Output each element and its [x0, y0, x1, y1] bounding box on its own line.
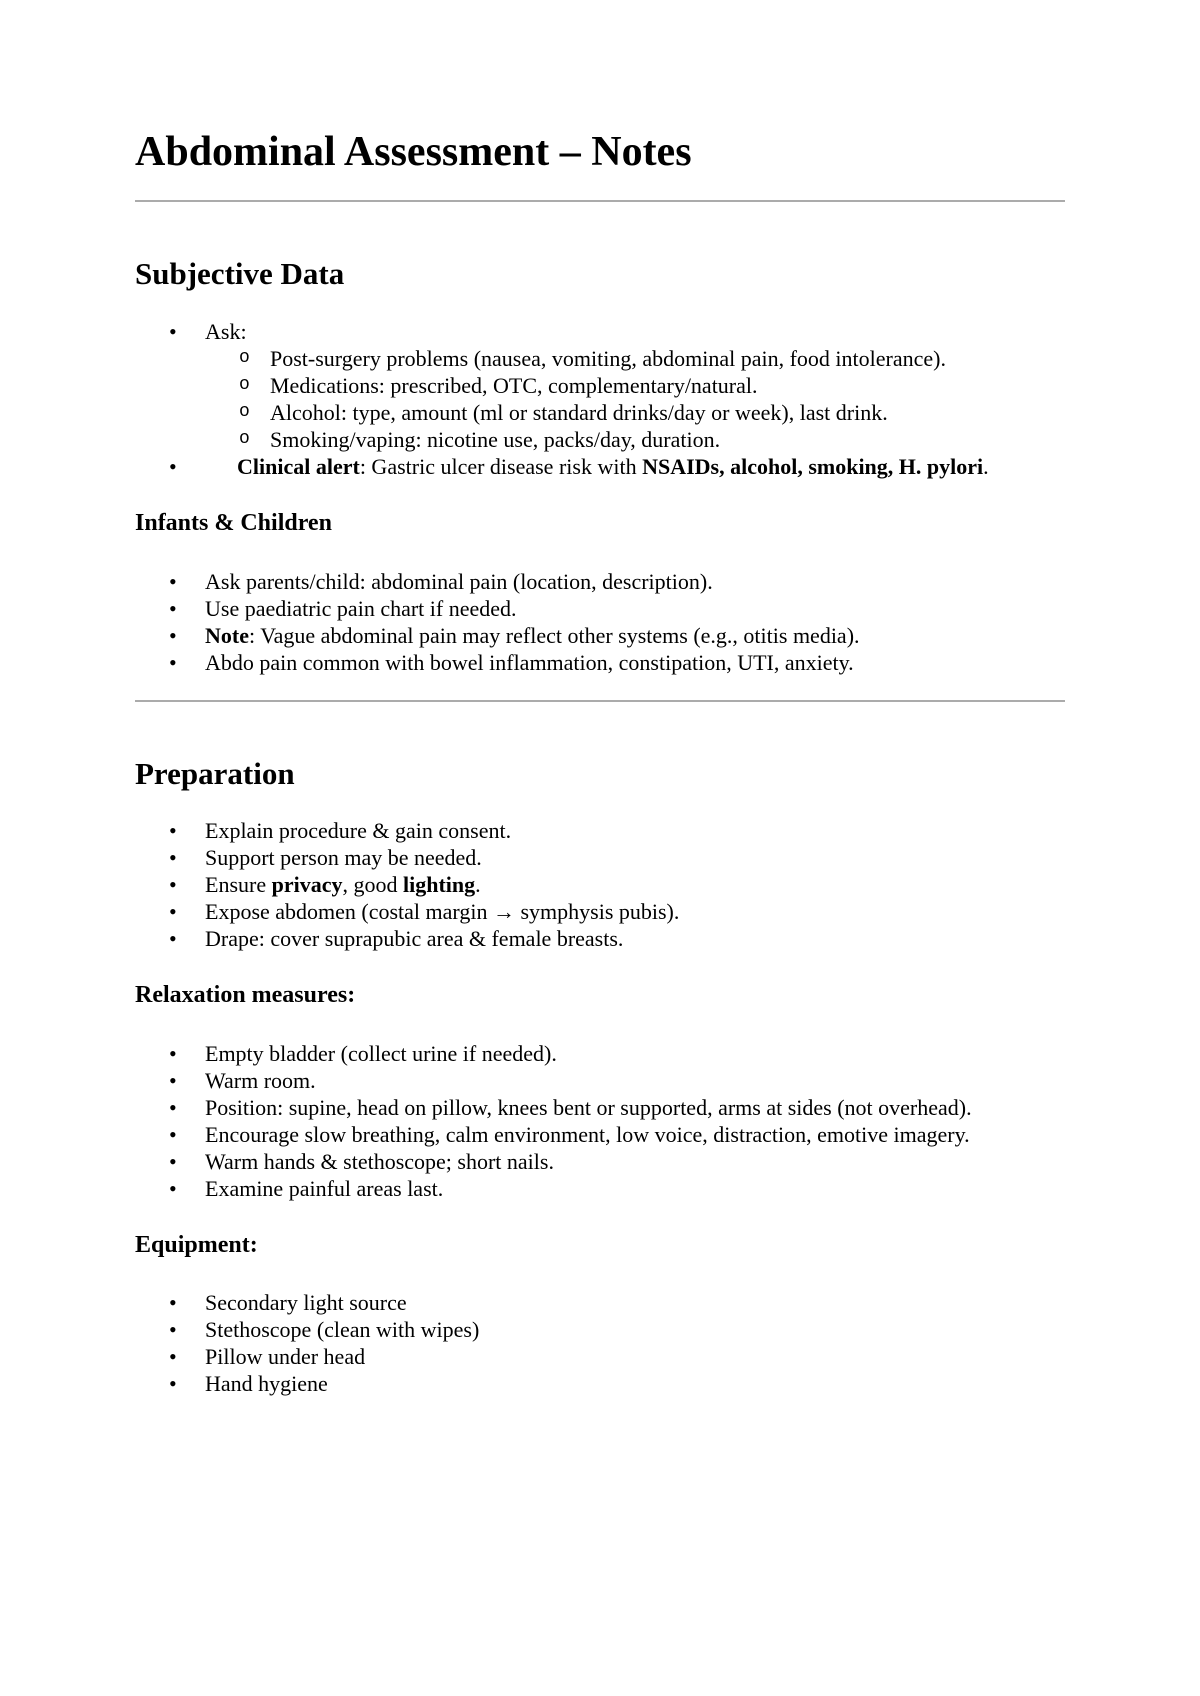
bullet-list: [135, 1040, 1065, 1202]
list-item: [135, 568, 1065, 595]
text-run: Position: supine, head on pillow, knees bent or supported, arms at sides (not overhead).: [205, 1094, 972, 1120]
bullet-marker: •: [169, 1040, 177, 1066]
text-run: Post-surgery problems (nausea, vomiting, abdominal pain, food intolerance).: [270, 345, 946, 371]
list-item: [135, 1040, 1065, 1067]
subsection-heading: Equipment:: [135, 1231, 258, 1258]
text-run: Hand hygiene: [205, 1371, 328, 1397]
text-run: Abdo pain common with bowel inflammation, constipation, UTI, anxiety.: [205, 649, 854, 675]
section-heading: Subjective Data: [135, 256, 345, 292]
text-run: Empty bladder (collect urine if needed).: [205, 1040, 557, 1066]
bullet-marker: •: [169, 568, 177, 594]
list-item: [135, 1175, 1065, 1202]
bullet-marker: •: [169, 1290, 177, 1316]
bullet-marker: •: [169, 1148, 177, 1174]
bullet-marker: •: [169, 622, 177, 648]
text-run: Smoking/vaping: nicotine use, packs/day, duration.: [270, 426, 721, 452]
bullet-marker: •: [169, 1067, 177, 1093]
text-run: .: [983, 453, 989, 479]
sub-bullet-marker: o: [239, 428, 250, 449]
bullet-list: [135, 817, 1065, 952]
section-heading: Preparation: [135, 755, 295, 791]
bold-text: NSAIDs, alcohol, smoking, H. pylori: [642, 453, 984, 479]
bold-text: lighting: [402, 872, 476, 898]
bullet-marker: •: [169, 845, 177, 871]
text-run: Medications: prescribed, OTC, complementary/natural.: [270, 372, 758, 398]
list-item: [135, 1289, 1065, 1316]
text-run: Warm hands & stethoscope; short nails.: [205, 1148, 554, 1174]
text-run: Explain procedure & gain consent.: [205, 818, 512, 844]
bullet-list: [135, 318, 1065, 480]
bullet-marker: •: [169, 1371, 177, 1397]
list-item: [135, 817, 1065, 844]
list-item: [135, 871, 1065, 898]
list-item: [135, 318, 1065, 345]
bullet-marker: •: [169, 649, 177, 675]
list-item: [135, 345, 1065, 372]
bullet-marker: •: [169, 453, 177, 479]
list-item: [135, 1370, 1065, 1397]
sub-bullet-marker: o: [239, 374, 250, 395]
bullet-marker: •: [169, 872, 177, 898]
subsection-heading: Infants & Children: [135, 509, 332, 536]
list-item: [135, 426, 1065, 453]
list-item: [135, 1094, 1065, 1121]
bullet-marker: •: [169, 818, 177, 844]
bullet-marker: •: [169, 926, 177, 952]
text-run: Stethoscope (clean with wipes): [205, 1317, 480, 1343]
sub-bullet-marker: o: [239, 347, 250, 368]
text-run: Pillow under head: [205, 1344, 366, 1370]
bold-text: privacy: [271, 872, 343, 898]
text-run: Ensure: [205, 872, 272, 898]
text-run: Support person may be needed.: [205, 845, 482, 871]
bullet-marker: •: [169, 899, 177, 925]
bold-text: Note: [205, 622, 249, 648]
text-run: Alcohol: type, amount (ml or standard drinks/day or week), last drink.: [270, 399, 888, 425]
document-title: Abdominal Assessment – Notes: [135, 129, 692, 175]
list-item: [135, 1121, 1065, 1148]
list-item: [135, 649, 1065, 676]
bullet-marker: •: [169, 1121, 177, 1147]
list-item: [135, 1148, 1065, 1175]
list-item: [135, 372, 1065, 399]
bullet-marker: •: [169, 1175, 177, 1201]
text-run: Use paediatric pain chart if needed.: [205, 595, 517, 621]
horizontal-rule: [135, 700, 1065, 702]
bullet-list: [135, 1289, 1065, 1397]
list-item: [135, 925, 1065, 952]
text-run: Drape: cover suprapubic area & female breasts.: [205, 926, 624, 952]
list-item: [135, 595, 1065, 622]
list-item: [135, 844, 1065, 871]
text-run: .: [475, 872, 481, 898]
text-run: Ask parents/child: abdominal pain (location, description).: [205, 568, 713, 594]
text-run: , good: [342, 872, 403, 898]
list-item: [135, 622, 1065, 649]
bullet-marker: •: [169, 1344, 177, 1370]
list-item: [135, 1343, 1065, 1370]
list-item: [135, 1316, 1065, 1343]
bullet-list: [135, 568, 1065, 676]
bold-text: Clinical alert: [237, 453, 360, 479]
text-run: Warm room.: [205, 1067, 316, 1093]
text-run: : Vague abdominal pain may reflect other systems (e.g., otitis media).: [248, 622, 860, 648]
list-item: [135, 898, 1065, 925]
text-run: Encourage slow breathing, calm environment, low voice, distraction, emotive imagery.: [205, 1121, 970, 1147]
bullet-marker: •: [169, 1094, 177, 1120]
text-run: Secondary light source: [205, 1290, 407, 1316]
subsection-heading: Relaxation measures:: [135, 982, 356, 1009]
text-run: Ask:: [205, 318, 247, 344]
text-run: Examine painful areas last.: [205, 1175, 444, 1201]
bullet-marker: •: [169, 318, 177, 344]
list-item: [135, 453, 1065, 480]
bullet-marker: •: [169, 595, 177, 621]
list-item: [135, 1067, 1065, 1094]
text-run: : Gastric ulcer disease risk with: [359, 453, 643, 479]
text-run: Expose abdomen (costal margin → symphysis pubis).: [205, 899, 680, 925]
sub-bullet-marker: o: [239, 401, 250, 422]
list-item: [135, 399, 1065, 426]
bullet-marker: •: [169, 1317, 177, 1343]
horizontal-rule: [135, 200, 1065, 202]
